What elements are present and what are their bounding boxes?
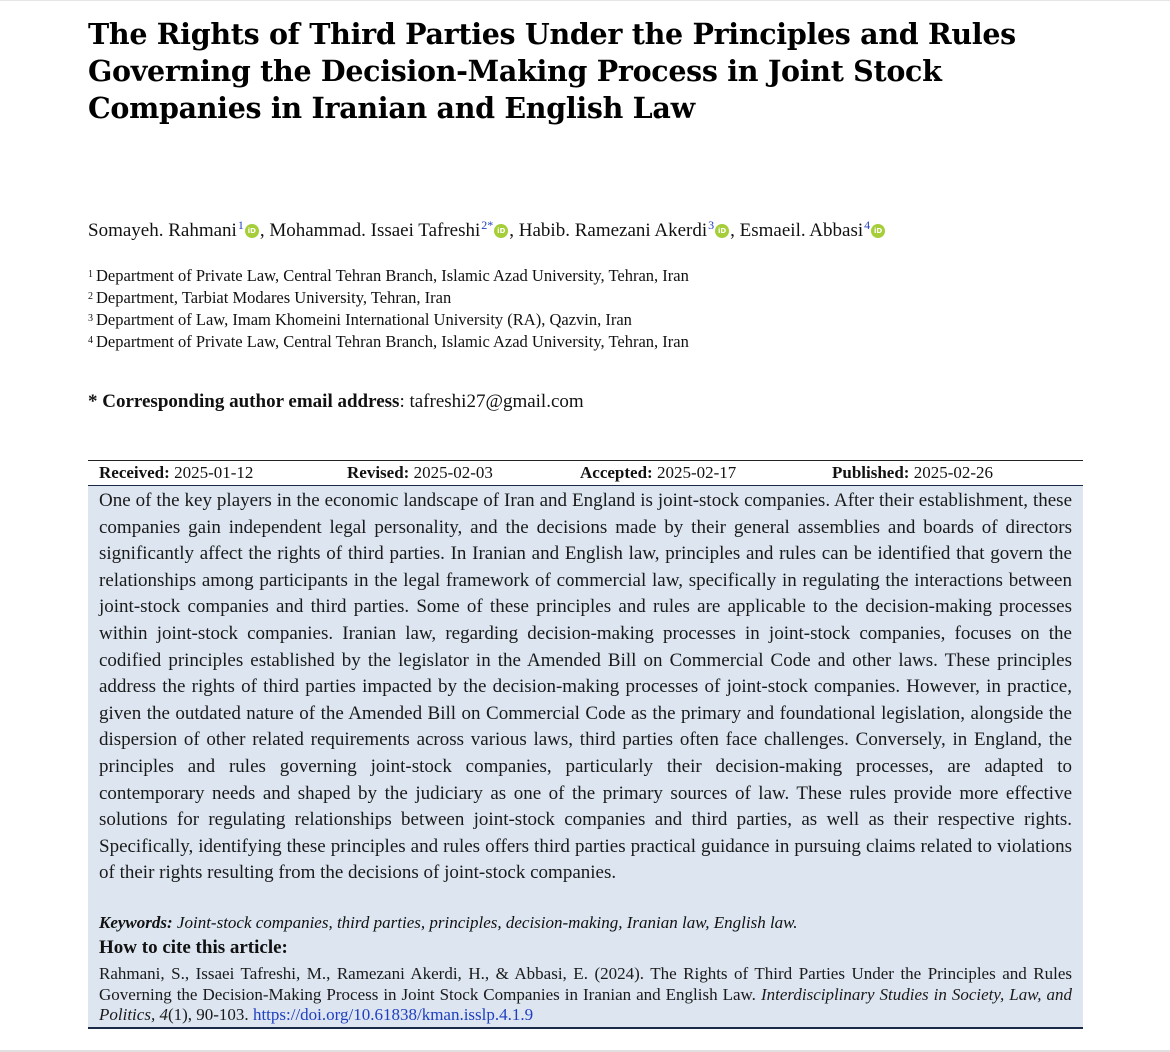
author-name: Esmaeil. Abbasi: [739, 220, 864, 241]
author-name: Mohammad. Issaei Tafreshi: [269, 220, 481, 241]
keywords: [99, 913, 1072, 933]
affiliation-text: Department of Private Law, Central Tehran Branch, Islamic Azad University, Tehran, Iran: [96, 332, 689, 351]
published-date: [832, 463, 993, 483]
corresponding-label: * Corresponding author email address: [88, 391, 400, 412]
accepted-label: Accepted:: [580, 463, 653, 482]
abstract-text: One of the key players in the economic landscape of Iran and England is joint-stock companies. After their establishment, these companies gain independent legal personality, and the decisions made by their general assemblies and boards of directors significantly affect the rights of third parties. In Iranian and English law, principles and rules can be identified that govern the relationships among participants in the legal framework of commercial law, specifically in regulating the interactions between joint-stock companies and third parties. Some of these principles and rules are applicable to the decision-making processes within joint-stock companies. Iranian law, regarding decision-making processes in joint-stock companies, focuses on the codified principles established by the legislator in the Amended Bill on Commercial Code and other laws. These principles address the rights of third parties impacted by the decision-making processes of joint-stock companies. However, in practice, given the outdated nature of the Amended Bill on Commercial Code as the primary and foundational legislation, alongside the dispersion of other related requirements across various laws, third parties often face challenges. Conversely, in England, the principles and rules governing joint-stock companies, particularly their decision-making processes, are adapted to contemporary needs and shaped by the judiciary as one of the primary sources of law. These rules provide more effective solutions for regulating relationships between joint-stock companies and third parties, as well as their respective rights. Specifically, identifying these principles and rules offers third parties practical guidance in pursuing claims related to violations of their rights resulting from the decisions of joint-stock companies.: [99, 490, 1072, 884]
affiliation-number: 3: [88, 313, 93, 324]
affiliation-item: [88, 286, 1083, 308]
doi-link[interactable]: https://doi.org/10.61838/kman.isslp.4.1.9: [252, 1005, 534, 1024]
citation: [99, 964, 1072, 1026]
received-value: 2025-01-12: [174, 463, 254, 482]
dates-bar: [88, 460, 1083, 487]
affiliation-text: Department, Tarbiat Modares University, Tehran, Iran: [96, 288, 452, 307]
abstract-box: [88, 460, 1083, 1028]
revised-value: 2025-02-03: [413, 463, 493, 482]
author-affiliation-mark: 3: [708, 218, 715, 232]
received-label: Received:: [99, 463, 170, 482]
author-name: Habib. Ramezani Akerdi: [518, 220, 708, 241]
author-affiliation-mark: 1: [237, 218, 244, 232]
corresponding-email[interactable]: tafreshi27@gmail.com: [409, 391, 584, 412]
revised-label: Revised:: [347, 463, 410, 482]
citation-journal: Interdisciplinary Studies in Society, Law, and Politics, 4: [99, 984, 1073, 1024]
orcid-icon[interactable]: iD: [494, 224, 508, 238]
affiliation-list: [88, 264, 1083, 352]
affiliation-number: 1: [88, 269, 93, 280]
orcid-icon[interactable]: iD: [871, 224, 885, 238]
citation-issue: (1), 90-103.: [167, 1005, 249, 1024]
corresponding-author: * Corresponding author email address: tafreshi27@gmail.com: [88, 391, 584, 412]
affiliation-item: [88, 308, 1083, 330]
published-label: Published:: [832, 463, 910, 482]
orcid-icon[interactable]: iD: [245, 224, 259, 238]
affiliation-number: 4: [88, 335, 93, 346]
author-list: Somayeh. Rahmani$^1$ iD , Mohammad. Issaei Tafreshi$^{2*}$ iD , Habib. Ramezani Akerdi$^3$ iD , Esmaeil. Abbasi$^4$ iD: [88, 218, 1083, 242]
top-border: [0, 0, 1170, 1]
abstract-panel: [88, 486, 1083, 1029]
accepted-value: 2025-02-17: [656, 463, 737, 482]
affiliation-number: 2: [88, 291, 93, 302]
orcid-icon[interactable]: iD: [715, 224, 729, 238]
affiliation-item: [88, 264, 1083, 286]
published-value: 2025-02-26: [913, 463, 994, 482]
citation-text: Rahmani, S., Issaei Tafreshi, M., Ramezani Akerdi, H., & Abbasi, E. (2024). The Rights of Third Parties Under the Principles and Rules Governing the Decision-Making Process in Joint Stock Companies in Iranian and English Law.: [99, 964, 1072, 1004]
author-affiliation-mark: 4: [864, 218, 871, 232]
author-name: Somayeh. Rahmani: [88, 220, 237, 241]
received-date: [99, 463, 253, 483]
keywords-label: Keywords:: [99, 913, 173, 932]
article-title: The Rights of Third Parties Under the Principles and Rules Governing the Decision-Making Process in Joint Stock Companies in Iranian and English Law: [88, 17, 1016, 125]
keywords-text: Joint-stock companies, third parties, principles, decision-making, Iranian law, English law.: [176, 913, 798, 932]
cite-heading: How to cite this article:: [99, 937, 288, 958]
accepted-date: [580, 463, 736, 483]
affiliation-item: [88, 330, 1083, 352]
affiliation-text: Department of Law, Imam Khomeini International University (RA), Qazvin, Iran: [96, 310, 632, 329]
affiliation-text: Department of Private Law, Central Tehran Branch, Islamic Azad University, Tehran, Iran: [96, 266, 689, 285]
author-affiliation-mark: 2*: [481, 218, 494, 232]
revised-date: [347, 463, 493, 483]
